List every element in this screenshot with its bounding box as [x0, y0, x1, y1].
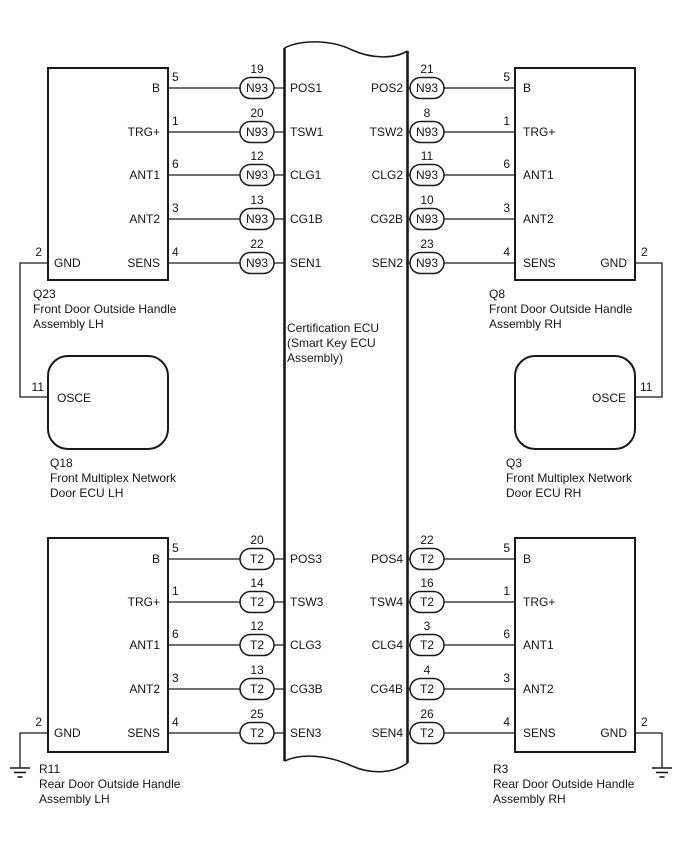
connector-code: N93: [245, 212, 268, 226]
box-pin-number: 6: [172, 627, 179, 641]
connector-code: N93: [415, 256, 438, 270]
ecu-terminal-label: CG2B: [370, 212, 403, 226]
box-pin-label: ANT1: [129, 168, 160, 182]
rear-right-gnd-wire: [635, 733, 662, 768]
ecu-terminal-label: SEN3: [290, 726, 322, 740]
connector-code: T2: [419, 682, 434, 696]
conn-pin-number: 13: [250, 663, 264, 677]
box-pin-number: 3: [503, 201, 510, 215]
ecu-terminal-label: CG1B: [290, 212, 323, 226]
ground-symbol-left: [10, 768, 30, 777]
conn-pin-number: 4: [423, 663, 431, 677]
box-pin-number: 1: [172, 584, 179, 598]
unit-code: Q3: [506, 456, 523, 470]
box-pin-label: OSCE: [591, 391, 626, 405]
box-pin-number: 5: [172, 541, 179, 555]
ecu-terminal-label: TSW1: [290, 125, 324, 139]
box-pin-label: SENS: [127, 726, 160, 740]
box-pin-number: 3: [503, 671, 510, 685]
box-pin-label: ANT2: [129, 682, 160, 696]
box-pin-number: 3: [172, 201, 179, 215]
unit-name-line: Assembly LH: [33, 317, 104, 331]
conn-pin-number: 22: [250, 237, 264, 251]
ground-symbol-right: [652, 768, 672, 777]
ecu-terminal-label: POS3: [290, 552, 323, 566]
box-pin-label: B: [151, 552, 160, 566]
unit-name-line: Assembly LH: [39, 792, 110, 806]
box-pin-label: ANT1: [523, 168, 554, 182]
box-pin-number: 4: [172, 245, 179, 259]
conn-pin-number: 10: [420, 193, 434, 207]
unit-name-line: Assembly RH: [493, 792, 566, 806]
box-pin-number: 1: [503, 584, 510, 598]
conn-pin-number: 25: [250, 707, 264, 721]
conn-pin-number: 12: [250, 149, 264, 163]
box-pin-label: TRG+: [523, 595, 556, 609]
box-pin-number: 6: [503, 627, 510, 641]
connector-code: N93: [245, 256, 268, 270]
connector-code: T2: [249, 638, 264, 652]
box-pin-number: 11: [640, 380, 653, 394]
box-pin-number: 4: [172, 715, 179, 729]
unit-name-line: Door ECU LH: [50, 486, 124, 500]
conn-pin-number: 12: [250, 619, 264, 633]
gnd-pin-label: GND: [600, 726, 627, 740]
ecu-terminal-label: TSW2: [369, 125, 403, 139]
conn-pin-number: 14: [250, 576, 264, 590]
box-pin-label: TRG+: [127, 125, 160, 139]
ecu-name-line: Assembly): [287, 351, 344, 365]
unit-code: R3: [493, 762, 509, 776]
conn-pin-number: 13: [250, 193, 264, 207]
box-pin-number: 1: [503, 114, 510, 128]
band-top-wave: [285, 42, 408, 57]
connector-code: N93: [245, 81, 268, 95]
box-pin-number: 4: [503, 715, 510, 729]
unit-name-line: Rear Door Outside Handle: [493, 777, 635, 791]
connector-code: N93: [415, 125, 438, 139]
ecu-name-line: Certification ECU: [287, 321, 380, 335]
certification-ecu-band: [285, 42, 408, 772]
connector-code: T2: [419, 638, 434, 652]
connector-code: T2: [249, 595, 264, 609]
conn-pin-number: 21: [420, 62, 434, 76]
connector-code: T2: [419, 595, 434, 609]
gnd-pin-number: 2: [641, 715, 648, 729]
box-pin-number: 1: [172, 114, 179, 128]
box-pin-label: SENS: [127, 256, 160, 270]
box-pin-label: B: [151, 81, 160, 95]
unit-name-line: Rear Door Outside Handle: [39, 777, 181, 791]
conn-pin-number: 19: [250, 62, 264, 76]
ecu-terminal-label: TSW4: [369, 595, 403, 609]
connector-code: N93: [245, 168, 268, 182]
ecu-terminal-label: POS4: [370, 552, 403, 566]
gnd-pin-number: 2: [641, 245, 648, 259]
ecu-terminal-label: CLG3: [290, 638, 322, 652]
conn-pin-number: 11: [420, 149, 434, 163]
ecu-name-line: (Smart Key ECU: [287, 336, 376, 350]
gnd-pin-label: GND: [54, 726, 81, 740]
gnd-pin-number: 2: [35, 715, 42, 729]
gnd-pin-label: GND: [54, 256, 81, 270]
connector-code: T2: [419, 552, 434, 566]
band-bottom-wave: [285, 756, 408, 772]
box-pin-label: ANT2: [523, 682, 554, 696]
unit-name-line: Assembly RH: [489, 317, 562, 331]
connector-code: N93: [415, 168, 438, 182]
box-pin-label: ANT2: [129, 212, 160, 226]
conn-pin-number: 22: [420, 533, 434, 547]
ecu-terminal-label: SEN1: [290, 256, 322, 270]
box-pin-label: SENS: [523, 256, 556, 270]
unit-name-line: Front Multiplex Network: [506, 471, 633, 485]
conn-pin-number: 3: [423, 619, 431, 633]
ecu-terminal-label: POS2: [370, 81, 403, 95]
connector-code: T2: [249, 726, 264, 740]
unit-code: Q23: [33, 287, 56, 301]
box-pin-number: 6: [172, 157, 179, 171]
box-pin-number: 5: [503, 70, 510, 84]
connector-code: N93: [415, 212, 438, 226]
box-pin-label: TRG+: [127, 595, 160, 609]
conn-pin-number: 26: [420, 707, 434, 721]
unit-code: Q18: [50, 456, 73, 470]
box-pin-label: ANT1: [523, 638, 554, 652]
ecu-terminal-label: SEN4: [371, 726, 403, 740]
conn-pin-number: 23: [420, 237, 434, 251]
unit-code: R11: [39, 762, 61, 776]
ecu-terminal-label: SEN2: [371, 256, 403, 270]
conn-pin-number: 8: [423, 106, 431, 120]
connector-code: T2: [249, 682, 264, 696]
box-pin-number: 6: [503, 157, 510, 171]
connector-code: N93: [245, 125, 268, 139]
connector-code: N93: [415, 81, 438, 95]
connector-code: T2: [249, 552, 264, 566]
box-pin-label: TRG+: [523, 125, 556, 139]
box-pin-number: 4: [503, 245, 510, 259]
box-pin-label: B: [523, 552, 532, 566]
box-pin-number: 11: [31, 380, 44, 394]
ecu-terminal-label: CG4B: [370, 682, 403, 696]
ecu-terminal-label: CLG1: [290, 168, 322, 182]
box-pin-label: ANT2: [523, 212, 554, 226]
box-pin-number: 5: [172, 70, 179, 84]
unit-name-line: Front Door Outside Handle: [489, 302, 633, 316]
ecu-terminal-label: CLG4: [371, 638, 403, 652]
ecu-terminal-label: CLG2: [371, 168, 403, 182]
unit-code: Q8: [489, 287, 506, 301]
box-pin-label: OSCE: [57, 391, 92, 405]
ecu-terminal-label: CG3B: [290, 682, 323, 696]
ecu-terminal-label: TSW3: [290, 595, 324, 609]
box-pin-label: SENS: [523, 726, 556, 740]
gnd-pin-number: 2: [35, 245, 42, 259]
connector-code: T2: [419, 726, 434, 740]
conn-pin-number: 16: [420, 576, 434, 590]
conn-pin-number: 20: [250, 533, 264, 547]
ecu-terminal-label: POS1: [290, 81, 323, 95]
box-pin-label: B: [523, 81, 532, 95]
unit-name-line: Front Multiplex Network: [50, 471, 177, 485]
gnd-pin-label: GND: [600, 256, 627, 270]
unit-name-line: Front Door Outside Handle: [33, 302, 177, 316]
box-pin-number: 3: [172, 671, 179, 685]
front-right-gnd-wire: [635, 263, 662, 397]
conn-pin-number: 20: [250, 106, 264, 120]
box-pin-number: 5: [503, 541, 510, 555]
unit-name-line: Door ECU RH: [506, 486, 582, 500]
box-pin-label: ANT1: [129, 638, 160, 652]
